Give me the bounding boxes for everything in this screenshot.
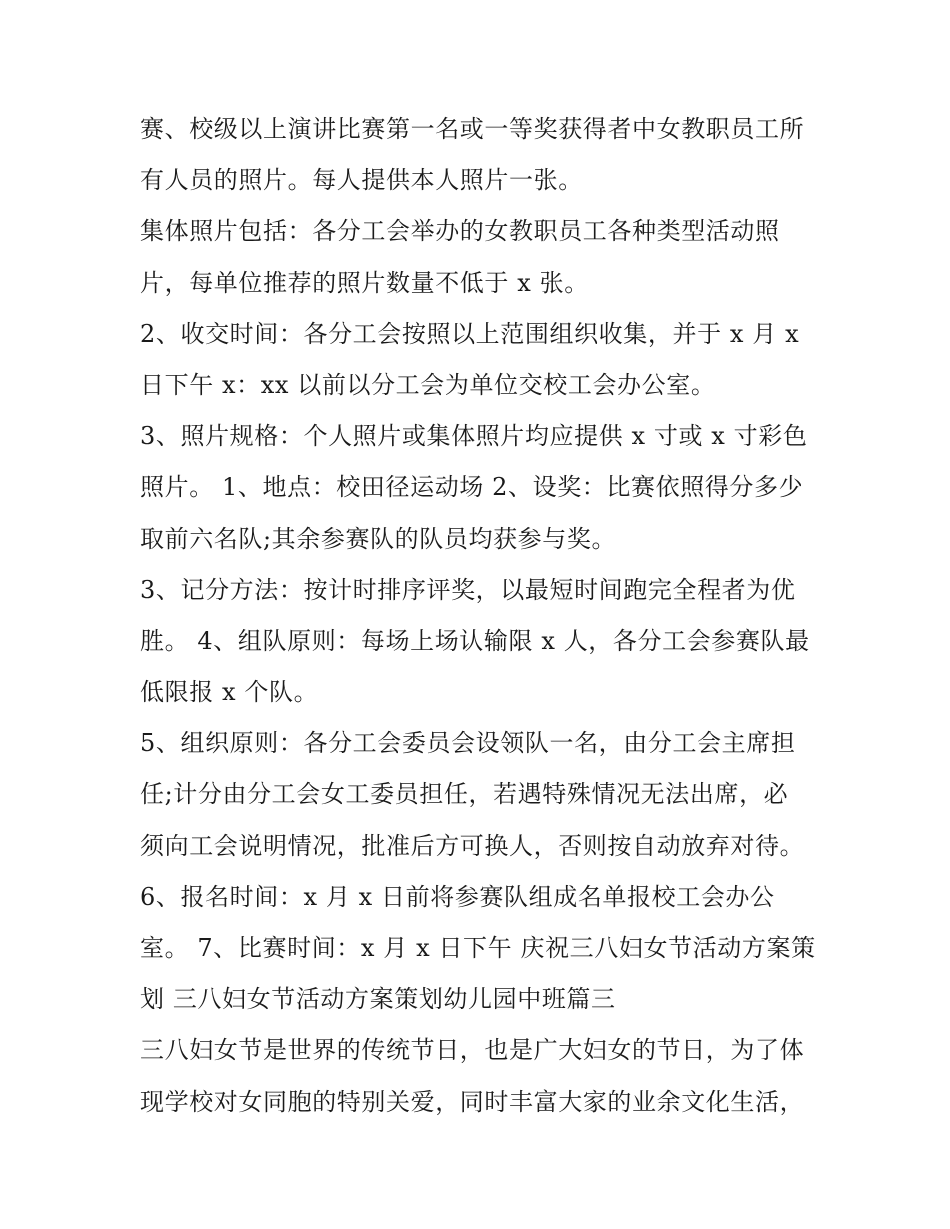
text-line: 须向工会说明情况，批准后方可换人，否则按自动放弃对待。: [140, 831, 805, 860]
text-line: 赛、校级以上演讲比赛第一名或一等奖获得者中女教职员工所: [140, 115, 805, 143]
document-body: [140, 104, 830, 1128]
text-line: 2、收交时间：各分工会按照以上范围组织收集，并于 x 月 x: [140, 319, 800, 348]
text-line: 6、报名时间：x 月 x 日前将参赛队组成名单报校工会办公: [140, 882, 775, 911]
text-line: 3、记分方法：按计时排序评奖，以最短时间跑完全程者为优: [140, 575, 796, 604]
text-line: 划 三八妇女节活动方案策划幼儿园中班篇三: [140, 985, 616, 1014]
text-line: 日下午 x：xx 以前以分工会为单位交校工会办公室。: [140, 370, 716, 399]
text-line: 三八妇女节是世界的传统节日，也是广大妇女的节日，为了体: [140, 1036, 805, 1065]
text-line: 5、组织原则：各分工会委员会设领队一名，由分工会主席担: [140, 729, 796, 758]
text-line: 取前六名队;其余参赛队的队员均获参与奖。: [140, 524, 617, 553]
text-line: 3、照片规格：个人照片或集体照片均应提供 x 寸或 x 寸彩色: [140, 422, 808, 451]
text-line: 室。 7、比赛时间：x 月 x 日下午 庆祝三八妇女节活动方案策: [140, 934, 816, 962]
text-line: 任;计分由分工会女工委员担任，若遇特殊情况无法出席，必: [140, 780, 789, 809]
text-line: 集体照片包括：各分工会举办的女教职员工各种类型活动照: [140, 217, 780, 246]
text-line: 现学校对女同胞的特别关爱，同时丰富大家的业余文化生活，: [140, 1087, 805, 1116]
text-line: 有人员的照片。每人提供本人照片一张。: [140, 166, 583, 195]
text-line: 片，每单位推荐的照片数量不低于 x 张。: [140, 268, 589, 297]
text-line: 照片。 1、地点：校田径运动场 2、设奖：比赛依照得分多少: [140, 473, 804, 502]
text-line: 胜。 4、组队原则：每场上场认输限 x 人，各分工会参赛队最: [140, 626, 810, 655]
text-line: 低限报 x 个队。: [140, 678, 319, 707]
